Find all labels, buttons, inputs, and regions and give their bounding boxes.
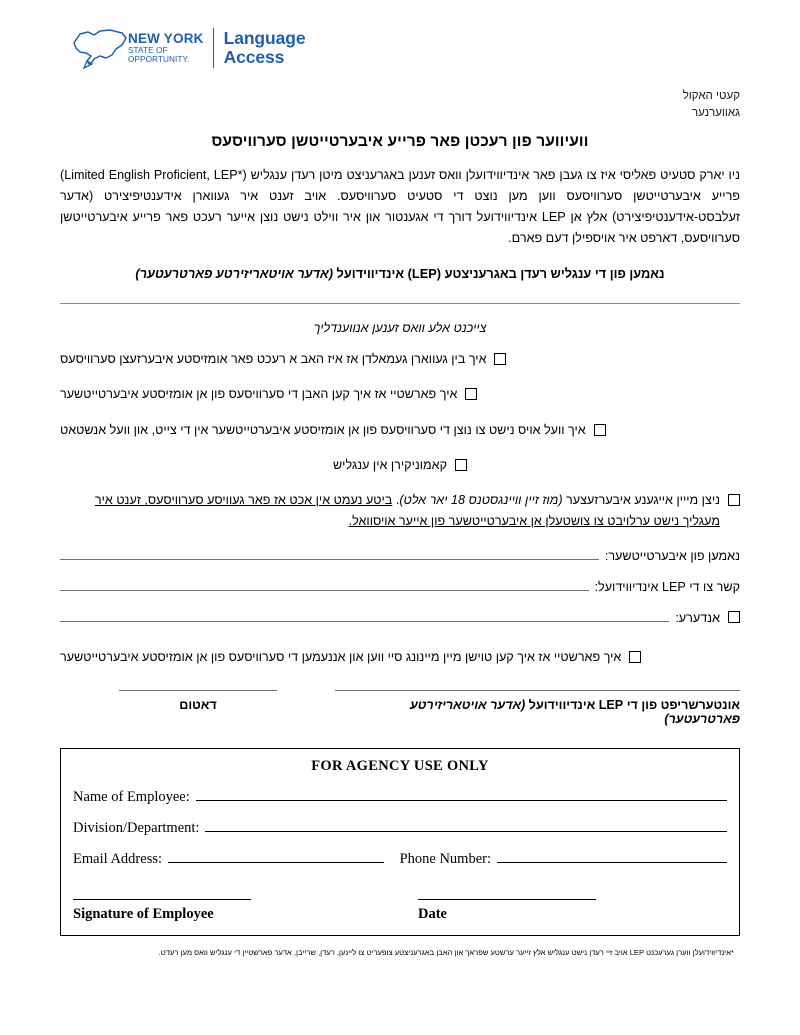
signature-caption-employee: Signature of Employee — [73, 905, 214, 922]
footnote: *אינדיווידועלן ווערן גערעכנט LEP אויב זיי רעדן נישט ענגליש אלץ זייער ערשטע שפראך און האבן באגרעניצטע צופעריט צו ליינען, רעדן, שרייבן, אדער פארשטיין די ענגליש וואס מען רעדט. — [158, 947, 734, 957]
checkbox-own-interpreter[interactable] — [728, 494, 740, 506]
checkbox-list — [60, 349, 740, 531]
page-title: וועיווער פון רעכטן פאר פרייע איבערטייטשן סערוויסעס — [211, 133, 589, 151]
own-interpreter-age-note: (מוז זיין וויינגסטנס 18 יאר אלט) — [399, 493, 563, 508]
agency-signature-row — [73, 899, 727, 923]
lep-name-subheading-main: נאמען פון די ענגליש רעדן באגרעניצטע (LEP) אינדיווידועל — [332, 265, 665, 281]
input-phone-number[interactable] — [497, 848, 727, 863]
input-interpreter-name[interactable] — [60, 546, 599, 560]
signature-caption-date: דאטום — [179, 697, 217, 712]
checkbox-understand-change-mind[interactable] — [629, 651, 641, 663]
agency-signature-block — [73, 899, 400, 923]
field-row-interpreter-name — [60, 546, 740, 563]
governor-title: גאווערנער — [692, 106, 740, 119]
input-name-of-employee[interactable] — [196, 786, 727, 801]
check-all-instruction: צייכנט אלע וואס זענען אנווענדליך — [313, 320, 487, 335]
label-phone-number: Phone Number: — [399, 850, 491, 867]
own-interpreter-lead: ניצן מייין אייגענע איבערזעצער — [562, 493, 720, 508]
logo-opportunity: OPPORTUNITY. — [128, 55, 190, 65]
logo-state-text — [128, 28, 214, 68]
input-division-department[interactable] — [205, 817, 727, 832]
input-other[interactable] — [60, 608, 669, 622]
checkbox-row-informed-of-right[interactable] — [60, 349, 740, 369]
signature-block-date — [119, 690, 277, 712]
own-interpreter-notice: ביטע נעמט אין אכט אז פאר געוויסע סערוויסעס, זענט איר מעגליך נישט ערלויבט צו צושטעלן אן איבערטייטשער פון אייער אויסוואל. — [94, 493, 720, 528]
signature-caption-lep-main: אונטערשריפט פון די LEP אינדיווידועל — [525, 697, 740, 712]
lep-name-subheading-italic: (אדער אויטאריזירטע פארטרעטער) — [135, 265, 333, 281]
checkbox-row-will-not-use-now[interactable] — [60, 420, 740, 440]
checkbox-row-communicate-in-english[interactable] — [60, 455, 740, 475]
own-interpreter-period: . — [392, 493, 400, 508]
logo-access: Access — [223, 47, 285, 67]
checkbox-label-own-interpreter — [60, 490, 720, 531]
intro-paragraph: ניו יארק סטעיט פאליסי איז צו געבן פאר אינדיווידועלן וואס זענען באגרעניצט מיטן רעדן ענגליש (*Limited English Proficient, LEP) פרייע איבערטייטשן סערוויסעס ווען מען נוצט די סטעיט סערוויסעס. אויב זענט איר געווארן אידענטיפיצירט (אדער זעלבסט-אידענטיפיצירט) אלץ אן LEP אינדיווידועל דורך די אגענטור און איר ווילט נישט נוצן אייער רעכט פאר פרייע איבערטייטשן סערוויסעס, דארפט איר אויספילן דעם פארם. — [60, 168, 740, 246]
logo-new-york: NEW YORK — [128, 30, 204, 46]
agency-row-contact — [73, 848, 727, 868]
agency-use-box — [60, 748, 740, 936]
input-relationship-to-lep[interactable] — [60, 577, 589, 591]
label-other: אנדערע: — [675, 611, 720, 626]
checkbox-label-will-not-use-now: איך וועל אויס נישט צו נוצן די סערוויסעס פון אן אומזיסטע איבערטייטשער אין די צייט, און וועל אנשטאט — [60, 422, 586, 437]
field-row-other — [60, 608, 740, 625]
agency-use-title: FOR AGENCY USE ONLY — [311, 757, 489, 774]
signature-line-date[interactable] — [119, 690, 277, 691]
label-name-of-employee: Name of Employee: — [73, 788, 190, 805]
label-email-address: Email Address: — [73, 850, 163, 867]
checkbox-label-communicate-in-english: קאמוניקירן אין ענגליש — [332, 458, 448, 473]
signature-line-employee[interactable] — [73, 899, 251, 900]
signature-row — [60, 690, 740, 726]
lep-name-subheading — [60, 266, 740, 281]
signature-block-lep — [335, 690, 740, 726]
checkbox-understand-free-services[interactable] — [465, 388, 477, 400]
label-relationship-to-lep: קשר צו די LEP אינדיווידועל: — [594, 580, 740, 595]
checkbox-label-understand-free-services: איך פארשטיי אז איך קען האבן די סערוויסעס פון אן אומזיסטע איבערטייטשער — [60, 387, 458, 402]
logo-language-access-text — [224, 27, 306, 69]
signature-caption-agency-date: Date — [418, 905, 447, 922]
logo-row — [60, 0, 740, 78]
label-interpreter-name: נאמען פון איבערטייטשער: — [604, 549, 740, 564]
new-york-state-outline-icon — [70, 25, 132, 71]
governor-name: קעטי האקול — [682, 90, 740, 102]
checkbox-communicate-in-english[interactable] — [455, 459, 467, 471]
checkbox-row-understand-change-mind[interactable] — [60, 647, 740, 667]
checkbox-label-informed-of-right: איך בין געווארן געמאלדן אז איז האב א רעכט פאר אומזיסטע איבערזעצן סערוויסעס — [60, 351, 487, 366]
ny-language-access-logo — [70, 22, 740, 74]
checkbox-other[interactable] — [728, 611, 740, 623]
signature-caption-lep — [335, 698, 740, 726]
label-division-department: Division/Department: — [73, 819, 200, 836]
checkbox-row-own-interpreter[interactable] — [60, 490, 740, 531]
checkbox-label-understand-change-mind: איך פארשטיי אז איך קען טוישן מיין מיינונג סיי ווען און אננעמען די סערוויסעס פון אן אומזיסטע איבערטייטשער — [60, 650, 622, 665]
signature-caption-lep-italic: (אדער אויטאריזירטע פארטרעטער) — [409, 697, 740, 726]
logo-state-of: STATE OF — [128, 45, 168, 55]
agency-row-division-department — [73, 817, 727, 837]
field-row-relationship-to-lep — [60, 577, 740, 594]
signature-line-lep[interactable] — [335, 690, 740, 691]
checkbox-will-not-use-now[interactable] — [594, 424, 606, 436]
interpreter-fields — [60, 546, 740, 625]
checkbox-row-understand-free-services[interactable] — [60, 384, 740, 404]
horizontal-divider — [60, 303, 740, 304]
agency-row-name-of-employee — [73, 786, 727, 806]
logo-language: Language — [223, 28, 306, 49]
agency-header — [60, 88, 740, 121]
input-email-address[interactable] — [168, 848, 384, 863]
agency-date-block — [400, 899, 727, 923]
checkbox-informed-of-right[interactable] — [494, 353, 506, 365]
signature-line-agency-date[interactable] — [418, 899, 596, 900]
